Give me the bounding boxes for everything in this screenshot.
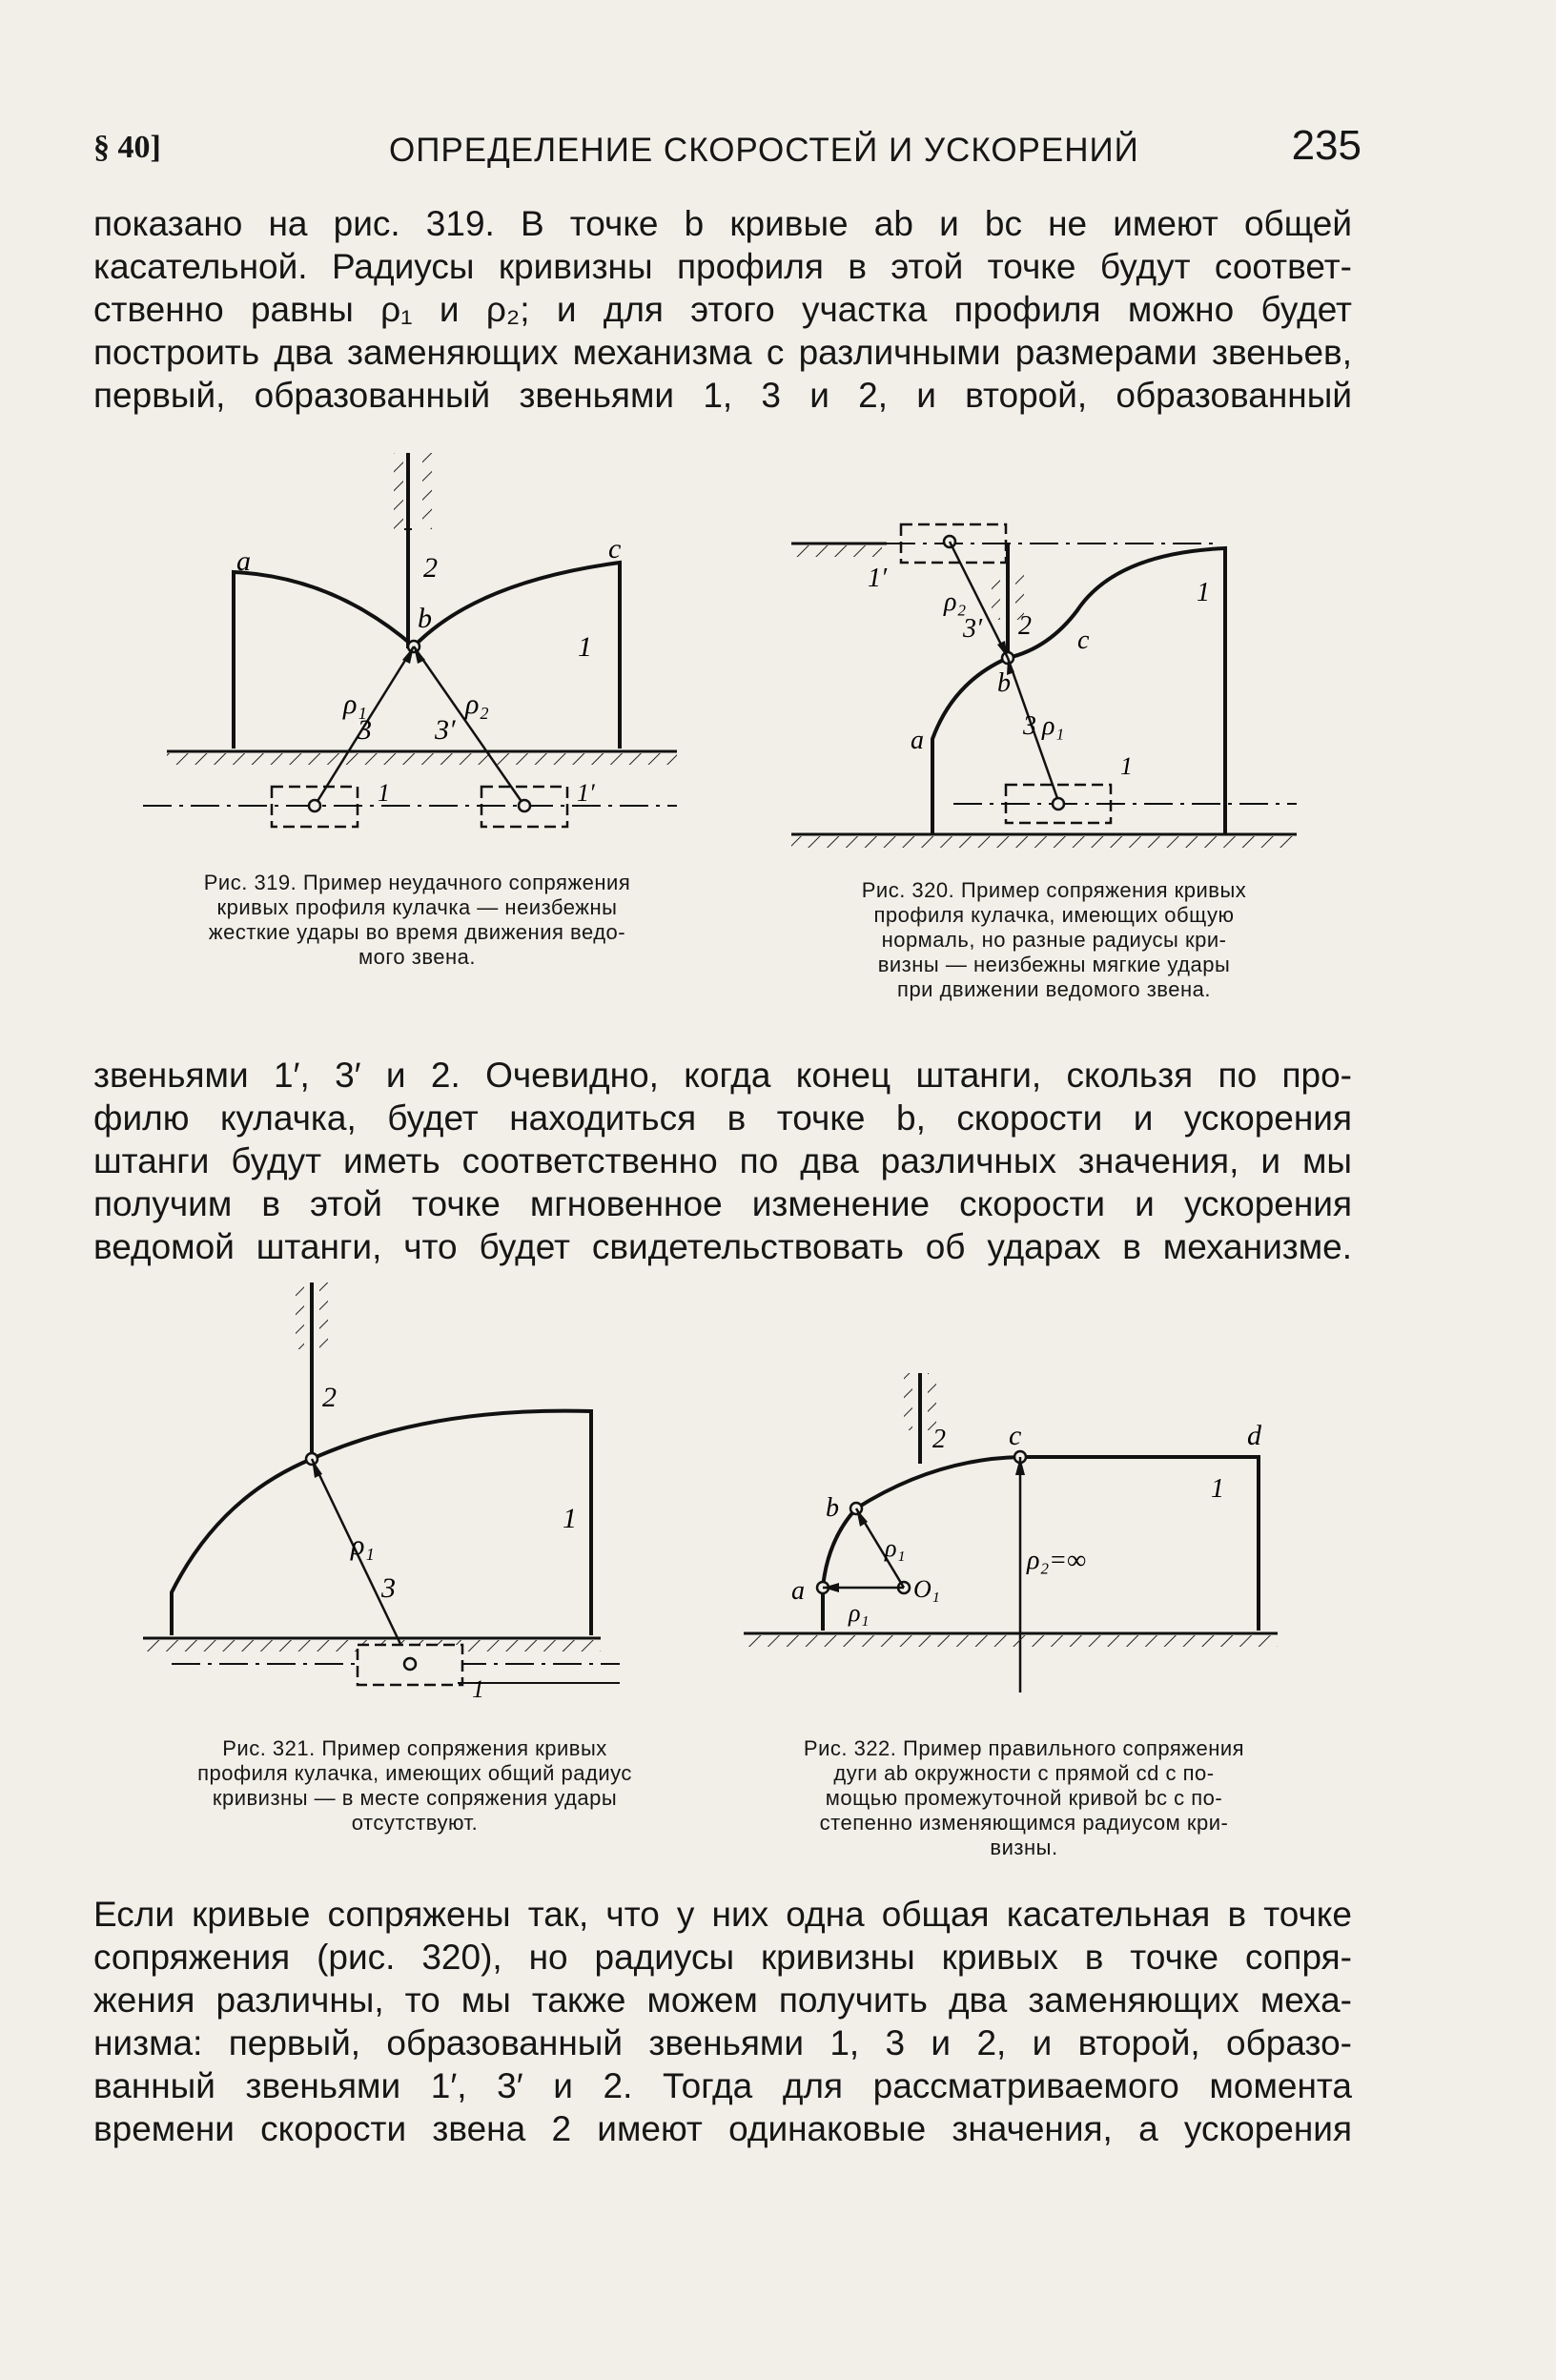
guide-hatch (394, 453, 403, 529)
cam-profile (932, 548, 1225, 834)
label-c: c (1009, 1420, 1022, 1451)
label-1: 1 (578, 631, 592, 663)
caption-line: жесткие удары во время движения ведо- (208, 920, 626, 944)
text-line: штанги будут иметь соответственно по два различных значения, и мы (93, 1141, 1352, 1180)
caption-line: отсутствуют. (351, 1811, 479, 1835)
label-rho2: ρ₂=∞ (1027, 1546, 1087, 1575)
ground-hatch (791, 836, 1297, 848)
caption-line: степенно изменяющимся радиусом кри- (819, 1811, 1229, 1835)
text-line: сопряжения (рис. 320), но радиусы кривизны кривых в точке сопря- (93, 1938, 1352, 1977)
link-3 (312, 1459, 410, 1664)
label-b: b (826, 1493, 839, 1523)
cam-profile (234, 563, 620, 749)
text-line: получим в этой точке мгновенное изменение скорости и ускорения (93, 1184, 1352, 1223)
label-rho2: ρ₂ (944, 587, 967, 617)
caption-line: нормаль, но разные радиусы кри- (881, 928, 1227, 952)
label-1: 1 (1211, 1474, 1224, 1504)
label-rho1: ρ₁ (351, 1529, 375, 1561)
label-1-prime-slider: 1′ (577, 779, 595, 807)
label-rho2: ρ₂ (465, 688, 489, 720)
caption-line: Рис. 319. Пример неудачного сопряжения (203, 871, 631, 894)
label-3: 3 (381, 1572, 396, 1604)
label-c: c (608, 533, 622, 564)
figure-322-diagram (744, 1368, 1297, 1712)
label-a: a (911, 726, 924, 755)
label-3: 3 (1023, 711, 1036, 741)
text-line: Если кривые сопряжены так, что у них одна общая касательная в точке (93, 1895, 1352, 1934)
label-1-prime: 1′ (868, 564, 888, 593)
caption-line: профиля кулачка, имеющих общую (873, 903, 1235, 927)
label-1-slider: 1 (378, 779, 390, 807)
ground-hatch (167, 753, 677, 765)
label-d: d (1247, 1420, 1261, 1451)
label-3-prime: 3′ (963, 614, 983, 644)
caption-line: при движении ведомого звена. (897, 977, 1211, 1001)
caption-line: визны — неизбежны мягкие удары (877, 953, 1231, 976)
text-line: ственно равны ρ₁ и ρ₂; и для этого участка профиля можно будет (93, 290, 1352, 329)
label-rho1: ρ₁ (1042, 711, 1065, 741)
pivot-1 (1053, 798, 1064, 810)
caption-line: кривых профиля кулачка — неизбежны (216, 895, 618, 919)
label-1-slider: 1 (472, 1675, 484, 1703)
label-2: 2 (423, 552, 438, 584)
text-line: ванный звеньями 1′, 3′ и 2. Тогда для рассматриваемого момента (93, 2066, 1352, 2105)
page-number: 235 (1291, 122, 1362, 169)
text-line: филю кулачка, будет находиться в точке b, скорости и ускорения (93, 1098, 1352, 1138)
text-line: ведомой штанги, что будет свидетельствовать об ударах в механизме. (93, 1227, 1352, 1266)
label-3-prime: 3′ (435, 714, 456, 746)
page-title: ОПРЕДЕЛЕНИЕ СКОРОСТЕЙ И УСКОРЕНИЙ (389, 132, 1139, 169)
text-line: низма: первый, образованный звеньями 1, 3 и 2, и второй, образо- (93, 2023, 1352, 2062)
text-line: звеньями 1′, 3′ и 2. Очевидно, когда конец штанги, скользя по про- (93, 1056, 1352, 1095)
label-b: b (418, 603, 432, 634)
text-line: времени скорости звена 2 имеют одинаковые значения, а ускорения (93, 2109, 1352, 2148)
figure-320-diagram (791, 505, 1306, 858)
caption-line: кривизны — в месте сопряжения удары (212, 1786, 618, 1810)
caption-line: визны. (990, 1836, 1058, 1859)
label-2: 2 (932, 1425, 946, 1454)
text-line: первый, образованный звеньями 1, 3 и 2, и второй, образованный (93, 376, 1352, 415)
text-line: жения различны, то мы также можем получить два заменяющих меха- (93, 1980, 1352, 2020)
text-line: показано на рис. 319. В точке b кривые ab и bc не имеют общей (93, 204, 1352, 243)
label-1: 1 (563, 1503, 577, 1534)
caption-line: Рис. 320. Пример сопряжения кривых (861, 878, 1247, 902)
guide-hatch (422, 453, 432, 529)
caption-line: мого звена. (358, 945, 476, 969)
label-a: a (791, 1576, 805, 1606)
figure-321-diagram (143, 1278, 696, 1716)
caption-line: мощью промежуточной кривой bc с по- (825, 1786, 1223, 1810)
text-line: построить два заменяющих механизма с различными размерами звеньев, (93, 333, 1352, 372)
pivot-1 (309, 800, 320, 811)
ground-hatch (744, 1635, 1278, 1647)
caption-line: Рис. 322. Пример правильного сопряжения (803, 1736, 1245, 1760)
caption-line: профиля кулачка, имеющих общий радиус (197, 1761, 632, 1785)
text-line: касательной. Радиусы кривизны профиля в этой точке будут соответ- (93, 247, 1352, 286)
label-rho1: ρ₁ (343, 688, 367, 720)
label-o1: O₁ (913, 1575, 940, 1603)
section-number: § 40] (93, 130, 161, 165)
pivot-1-prime (519, 800, 530, 811)
label-3: 3 (358, 714, 372, 746)
label-rho1-top: ρ₁ (885, 1534, 906, 1562)
label-a: a (236, 545, 251, 577)
figure-319-diagram (153, 448, 686, 849)
label-2: 2 (1018, 611, 1032, 641)
pivot-1 (404, 1658, 416, 1670)
running-header (93, 122, 1362, 170)
caption-line: Рис. 321. Пример сопряжения кривых (222, 1736, 607, 1760)
label-1: 1 (1197, 578, 1210, 607)
label-c: c (1077, 626, 1090, 655)
label-1-slider: 1 (1120, 752, 1133, 780)
label-b: b (997, 668, 1011, 698)
caption-line: дуги ab окружности с прямой cd с по- (833, 1761, 1215, 1785)
label-rho1: ρ₁ (849, 1599, 870, 1627)
link-3-prime (414, 646, 524, 806)
label-2: 2 (322, 1382, 337, 1413)
